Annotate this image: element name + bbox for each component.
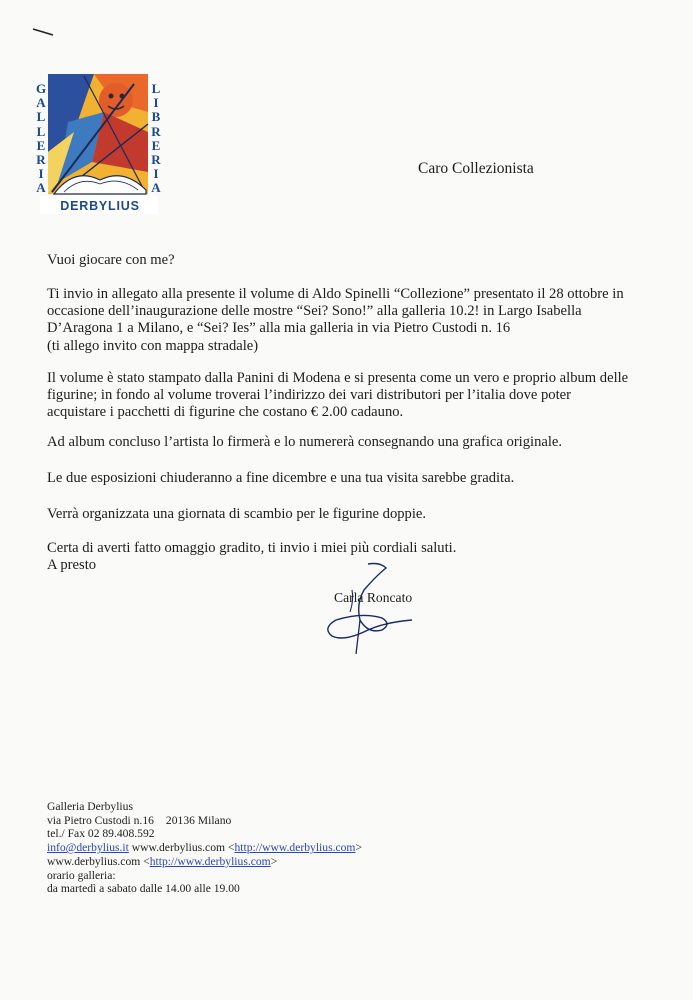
- logo-name: DERBYLIUS: [60, 199, 140, 213]
- logo-right-letters: L I B R E R I A: [151, 81, 161, 196]
- footer-gallery-name: Galleria Derbylius: [47, 800, 133, 813]
- handwritten-signature: [316, 560, 436, 660]
- gallery-logo: [34, 72, 164, 216]
- footer-website-row: www.derbylius.com <http://www.derbylius.com>: [47, 854, 278, 868]
- footer-address: via Pietro Custodi n.16 20136 Milano: [47, 813, 232, 827]
- footer-hours-label: orario galleria:: [47, 868, 116, 882]
- email-link[interactable]: info@derbylius.it: [47, 841, 129, 855]
- footer-hours: da martedì a sabato dalle 14.00 alle 19.00: [47, 882, 240, 896]
- website-link[interactable]: http://www.derbylius.com: [234, 841, 356, 855]
- pen-stroke-mark: [32, 26, 56, 38]
- salutation: Caro Collezionista: [418, 160, 534, 177]
- paragraph-volume-announcement: Ti invio in allegato alla presente il volume di Aldo Spinelli “Collezione” presentato il 28 ottobre in occasione dell’inaugurazione delle mostre “Sei? Sono!” alla galleria 10.2! in Largo Isabella D’Aragona 1 a Milano, e “Sei? Ies” alla mia galleria in via Pietro Custodi n. 16 (ti allego invito con mappa stradale): [47, 286, 624, 354]
- paragraph-intro: Vuoi giocare con me?: [47, 252, 175, 268]
- website-link-2[interactable]: http://www.derbylius.com: [149, 854, 271, 868]
- paragraph-print-details: Il volume è stato stampato dalla Panini di Modena e si presenta come un vero e proprio album delle figurine; in fondo al volume troverai l’indirizzo dei vari distributori per l’italia dove poter acquistare i pacchetti di figurine che costano € 2.00 cadauno.: [47, 370, 629, 421]
- footer-phone: tel./ Fax 02 89.408.592: [47, 827, 155, 841]
- paragraph-exhibitions: Le due esposizioni chiuderanno a fine dicembre e una tua visita sarebbe gradita.: [47, 470, 515, 486]
- logo-artwork-image: [34, 72, 164, 216]
- footer-email-row: info@derbylius.it www.derbylius.com <http://www.derbylius.com>: [47, 841, 362, 855]
- letter-footer: [47, 800, 362, 896]
- paragraph-swap-day: Verrà organizzata una giornata di scambio per le figurine doppie.: [47, 506, 427, 522]
- logo-left-letters: G A L L E R I A: [35, 81, 47, 196]
- signer-name: Carla Roncato: [334, 590, 413, 605]
- paragraph-closing: Certa di averti fatto omaggio gradito, ti invio i miei più cordiali saluti. A presto: [47, 540, 457, 574]
- paragraph-signing: Ad album concluso l’artista lo firmerà e lo numererà consegnando una grafica originale.: [47, 434, 563, 450]
